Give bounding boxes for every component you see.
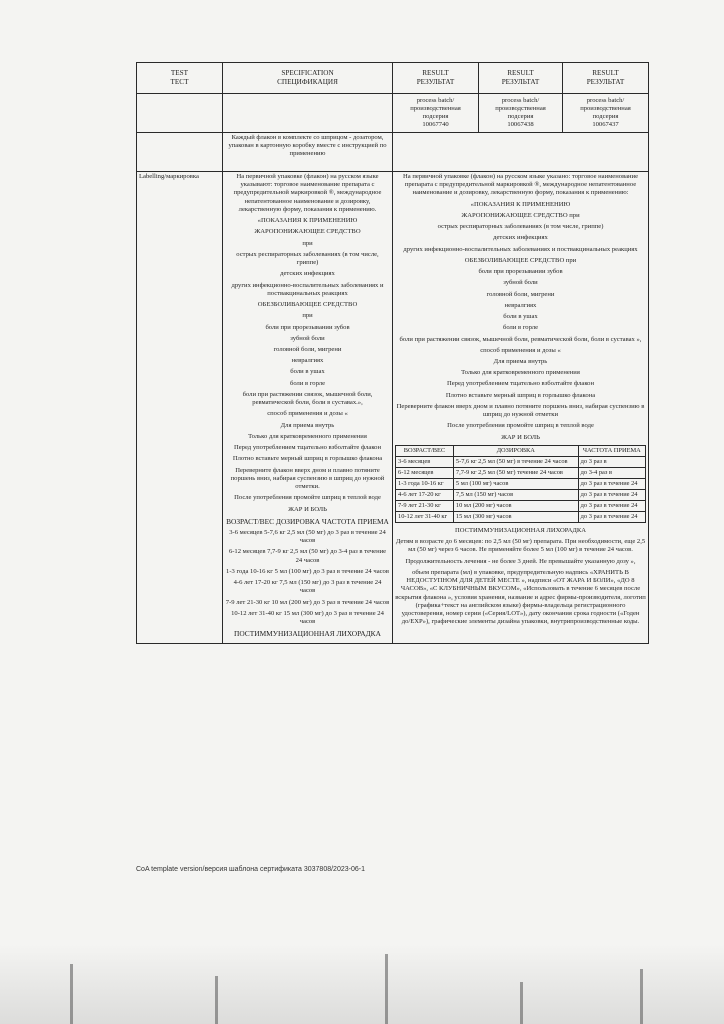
result-dose-cell: 5 мл (100 мг) часов: [453, 478, 578, 489]
scan-artifact-mark: [70, 964, 73, 1024]
result-dose-cell: до 3 раз в течение 24: [578, 478, 645, 489]
spec-dose-row: 7-9 лет 21-30 кг 10 мл (200 мг) до 3 раз в течение 24 часов: [225, 598, 390, 606]
labelling-test-name: Labelling/маркировка: [137, 172, 223, 644]
scan-artifact-strip: [0, 944, 724, 1024]
spec-dose-row: 1-3 года 10-16 кг 5 мл (100 мг) до 3 раз в течение 24 часов: [226, 567, 389, 575]
result-dose-cell: 3-6 месяцев: [396, 456, 454, 467]
result-dose-cell: 7,5 мл (150 мг) часов: [453, 489, 578, 500]
spec-line: боли при прорезывании зубов: [265, 323, 350, 331]
result-line: других инфекционно-воспалительных заболеваниях и поствакцинальных реакциях: [403, 245, 638, 253]
result-dose-cell: до 3 раз в течение 24: [578, 511, 645, 522]
result-line: Переверните флакон вверх дном и плавно потяните поршень вниз, набирая суспензию в шприц до нужной отметки: [396, 402, 645, 419]
result-line: ЖАРОПОНИЖАЮЩЕЕ СРЕДСТВО при: [461, 211, 580, 219]
scan-artifact-mark: [385, 954, 388, 1024]
packaging-spec: Каждый флакон в комплекте со шприцом - дозатором, упакован в картонную коробку вместе с инструкцией по применению: [223, 133, 393, 172]
spec-line: зубной боли: [290, 334, 325, 342]
spec-dose-row: 4-6 лет 17-20 кг 7,5 мл (150 мг) до 3 раз в течение 24 часов: [233, 579, 382, 595]
result-dose-cell: до 3 раз в: [578, 456, 645, 467]
result-dose-row: [396, 511, 646, 522]
packaging-test-empty: [137, 133, 223, 172]
result-tail: [395, 527, 646, 627]
spec-tail: ПОСТИММУНИЗАЦИОННАЯ ЛИХОРАДКА: [234, 629, 381, 639]
result-line: острых респираторных заболеваниях (в том числе, гриппе): [437, 223, 604, 231]
result-dose-row: [396, 456, 646, 467]
batch-row-empty-test: [137, 94, 223, 133]
batch-row: [137, 94, 649, 133]
header-row: [137, 63, 649, 94]
result-dose-cell: 5-7,6 кг 2,5 мл (50 мг) в течение 24 часов: [453, 456, 578, 467]
result-tail-line: Продолжительность лечения - не более 3 дней. Не превышайте указанную дозу »,: [405, 557, 636, 565]
spec-line: Переверните флакон вверх дном и плавно потяните поршень вниз, набирая суспензию в шприц до нужной отметки.: [230, 466, 385, 491]
spec-line: других инфекционно-воспалительных заболеваниях и поствакцинальных реакциях: [231, 281, 384, 297]
spec-dose-row: 6-12 месяцев 7,7-9 кг 2,5 мл (50 мг) до 3-4 раз в течение 24 часов: [228, 548, 387, 564]
spec-dose-row: 3-6 месяцев 5-7,6 кг 2,5 мл (50 мг) до 3 раз в течение 24 часов: [229, 528, 386, 545]
result-line: На первичной упаковке (флакон) на русском языке указано: торговое наименование препарата с предупредительной маркировкой ®, международное непатентованное наименование и дозировку, лекарственную форму, показания к применению:: [402, 173, 639, 197]
spec-line: боли при растяжении связок, мышечной боли, ревматической боли, боли в суставах.»,: [242, 390, 373, 407]
spec-line: ЖАРОПОНИЖАЮЩЕЕ СРЕДСТВО: [254, 228, 361, 236]
result-dose-header-cell: ДОЗИРОВКА: [453, 445, 578, 456]
result-dose-cell: 7,7-9 кг 2,5 мл (50 мг) течение 24 часов: [453, 467, 578, 478]
result-dose-header-cell: ЧАСТОТА ПРИЕМА: [578, 445, 645, 456]
spec-line: Для приема внутрь: [280, 421, 335, 429]
labelling-spec: [223, 172, 393, 644]
result-dose-cell: 6-12 месяцев: [396, 467, 454, 478]
result-line: «ПОКАЗАНИЯ К ПРИМЕНЕНИЮ: [470, 200, 571, 208]
result-line: боли при прорезывании зубов: [478, 268, 563, 276]
result-line: боли при растяжении связок, мышечной боли, ревматической боли, боли в суставах »,: [399, 335, 642, 343]
spec-dose-rows: [225, 529, 390, 626]
spec-line: невралгиях: [291, 357, 324, 365]
result-dose-cell: до 3-4 раз в: [578, 467, 645, 478]
spec-dose-header: ВОЗРАСТ/ВЕС ДОЗИРОВКА ЧАСТОТА ПРИЕМА: [226, 516, 389, 526]
coa-table: [136, 62, 649, 644]
result-dose-row: [396, 478, 646, 489]
result-line: невралгиях: [504, 301, 537, 309]
result-line: боли в горле: [502, 324, 539, 332]
spec-line: Плотно вставьте мерный шприц в горлышко флакона: [232, 455, 383, 463]
batch-3: process batch/ производственная подсерия 10067437: [563, 94, 649, 133]
result-dose-cell: 1-3 года 10-16 кг: [396, 478, 454, 489]
result-line: После употребления промойте шприц в теплой воде: [447, 422, 594, 430]
scan-artifact-mark: [520, 982, 523, 1024]
batch-row-empty-spec: [223, 94, 393, 133]
spec-line: На первичной упаковке (флакон) на русском языке указывают: торговое наименование препарата с предупредительной маркировкой ®, международное непатентованное наименование и дозировку, лекарственную форму, показания к применению.: [233, 173, 382, 213]
labelling-row: [137, 172, 649, 644]
result-dose-cell: 10 мл (200 мг) часов: [453, 500, 578, 511]
header-test: TEST ТЕСТ: [137, 63, 223, 94]
result-line: способ применения и дозы «: [480, 346, 561, 354]
result-dose-row: [396, 500, 646, 511]
result-tail-line: объем препарата (мл) в упаковке, предупредительную надпись «ХРАНИТЬ В НЕДОСТУПНОМ ДЛЯ ДЕТЕЙ МЕСТЕ », надписи «ОТ ЖАРА И БОЛИ», «ДО 8 ЧАСОВ», «С КЛУБНИЧНЫМ ВКУСОМ», «Использовать в течение 6 месяцев после вскрытия флакона », условия хранения, название и адрес фирмы-производителя, логотип (графика+текст на английском языке) фирмы-владельца регистрационного удостоверения, номер серии («Серия/LOT»), дату окончания срока годности («Годен до/EXP»), графические элементы дизайна упаковки, внутрипроизводственные коды.: [395, 568, 646, 626]
result-dose-cell: 10-12 лет 31-40 кг: [396, 511, 454, 522]
batch-1: process batch/ производственная подсерия 10067740: [393, 94, 479, 133]
spec-line: ЖАР И БОЛЬ: [288, 505, 327, 513]
spec-line: боли в горле: [289, 379, 326, 387]
spec-line: острых респираторных заболеваниях (в том числе, гриппе): [236, 250, 379, 267]
result-line: Только для кратковременного применения: [461, 369, 580, 377]
result-line: ЖАР И БОЛЬ: [501, 433, 540, 441]
scan-artifact-mark: [215, 976, 218, 1024]
result-dose-header-cell: ВОЗРАСТ/ВЕС: [396, 445, 454, 456]
result-line: Плотно вставьте мерный шприц в горлышко флакона: [445, 391, 596, 399]
scan-artifact-mark: [640, 969, 643, 1024]
spec-line: ОБЕЗБОЛИВАЮЩЕЕ СРЕДСТВО: [257, 301, 358, 309]
result-dose-cell: до 3 раз в течение 24: [578, 500, 645, 511]
header-spec: SPECIFICATION СПЕЦИФИКАЦИЯ: [223, 63, 393, 94]
result-dose-cell: 15 мл (300 мг) часов: [453, 511, 578, 522]
result-dose-body: [396, 456, 646, 522]
header-result-2: RESULT РЕЗУЛЬТАТ: [479, 63, 563, 94]
result-line: детских инфекциях: [493, 234, 548, 242]
spec-line: После употребления промойте шприц в теплой воде: [234, 494, 381, 502]
spec-line: боли в ушах: [290, 368, 325, 376]
spec-line: Перед употреблением тщательно взболтайте флакон: [233, 444, 382, 452]
result-dose-header: [396, 445, 646, 456]
result-line: боли в ушах: [503, 313, 538, 321]
spec-line: головной боли, мигрени: [273, 345, 342, 353]
packaging-row: [137, 133, 649, 172]
batch-2: process batch/ производственная подсерия 10067438: [479, 94, 563, 133]
result-line: зубной боли: [503, 279, 538, 287]
spec-line: способ применения и дозы «: [267, 410, 348, 418]
spec-lines: [225, 173, 390, 514]
packaging-result-empty: [393, 133, 649, 172]
spec-dose-row: 10-12 лет 31-40 кг 15 мл (300 мг) до 3 раз в течение 24 часов: [231, 609, 384, 626]
result-line: ОБЕЗБОЛИВАЮЩЕЕ СРЕДСТВО при: [464, 256, 577, 264]
result-tail-line: Детям в возрасте до 6 месяцев: по 2,5 мл (50 мг) препарата. При необходимости, еще 2,5 мл (50 мг) через 6 часов. Не применяйте более 5 мл (100 мг) в течение 24 часов.: [395, 538, 646, 554]
spec-line: «ПОКАЗАНИЯ К ПРИМЕНЕНИЮ: [257, 217, 358, 225]
result-dose-cell: 7-9 лет 21-30 кг: [396, 500, 454, 511]
header-result-3: RESULT РЕЗУЛЬТАТ: [563, 63, 649, 94]
footer-template-version: CoA template version/версия шаблона сертификата 3037808/2023-06-1: [136, 866, 365, 873]
result-tail-line: ПОСТИММУНИЗАЦИОННАЯ ЛИХОРАДКА: [454, 526, 587, 534]
header-result-1: RESULT РЕЗУЛЬТАТ: [393, 63, 479, 94]
result-lines: [395, 173, 646, 442]
spec-line: детских инфекциях: [280, 270, 335, 278]
spec-line: при: [302, 312, 313, 320]
result-dose-cell: 4-6 лет 17-20 кг: [396, 489, 454, 500]
result-dose-row: [396, 489, 646, 500]
spec-line: Только для кратковременного применения: [248, 432, 367, 440]
result-dose-table: [395, 445, 646, 523]
result-dose-row: [396, 467, 646, 478]
result-line: Для приема внутрь: [493, 357, 548, 365]
labelling-result: [393, 172, 649, 644]
result-line: Перед употреблением тщательно взболтайте флакон: [446, 380, 595, 388]
result-line: головной боли, мигрени: [486, 290, 555, 298]
spec-line: при: [302, 239, 313, 247]
result-dose-cell: до 3 раз в течение 24: [578, 489, 645, 500]
